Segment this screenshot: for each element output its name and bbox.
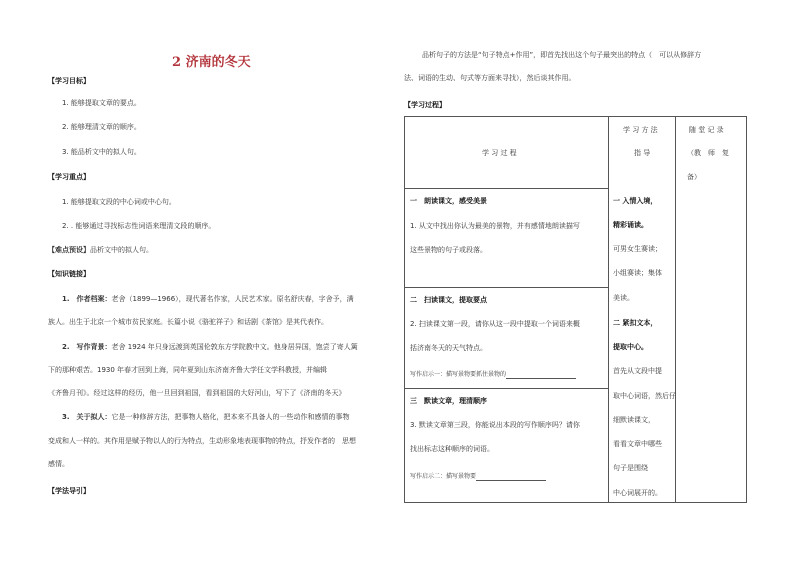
focus-item: 1. 能够提取文段的中心词或中心句。 bbox=[62, 198, 176, 206]
personify-label: 3. 关于拟人： bbox=[62, 413, 112, 421]
header-method-guide: 学 习 方 法 bbox=[623, 126, 658, 134]
guide-line: 中心词展开的。 bbox=[613, 489, 662, 497]
table-row-divider bbox=[404, 188, 608, 189]
guide-line: 首先从文段中提 bbox=[613, 367, 662, 375]
header-method-guide-2: 指 导 bbox=[634, 149, 651, 157]
header-learning-process: 学 习 过 程 bbox=[482, 149, 517, 157]
section-2-text-2: 括济南冬天的天气特点。 bbox=[410, 344, 487, 352]
page-title: 2 济南的冬天 bbox=[172, 55, 251, 70]
section-1-text: 1. 从文中找出你认为最美的景物，并有感情地朗读描写 bbox=[410, 222, 580, 230]
method-intro-line: 品析句子的方法是“句子特点+作用”，即首先找出这个句子最突出的特点（ 可以从修辞方 bbox=[422, 51, 702, 59]
section-3-text-2: 找出标志这种顺序的词语。 bbox=[410, 445, 494, 453]
guide-line: 句子是围绕 bbox=[613, 464, 648, 472]
background-label: 2. 写作背景： bbox=[62, 343, 112, 351]
guide-line: 美读。 bbox=[613, 294, 634, 302]
section-3-title: 三 默读文章，理清顺序 bbox=[410, 397, 487, 405]
writing-hint-2-text: 写作启示二：描写景物要 bbox=[410, 473, 477, 480]
guide-line: 二 紧扣文本， bbox=[613, 319, 658, 327]
objective-item: 3. 能品析文中的拟人句。 bbox=[62, 148, 141, 156]
difficulty-heading: 【难点预设】 bbox=[48, 246, 90, 254]
writing-hint-1 bbox=[410, 370, 576, 379]
method-intro-line: 法、词语的生动、句式等方面来寻找），然后谈其作用。 bbox=[404, 74, 576, 82]
section-3-text: 3. 默读文章第三段，你能说出本段的写作顺序吗？请你 bbox=[410, 421, 580, 429]
difficulty-text: 品析文中的拟人句。 bbox=[90, 246, 153, 254]
section-2-title: 二 扫读课文，提取要点 bbox=[410, 296, 487, 304]
background-text: 老舍 1924 年只身远渡到英国伦敦东方学院教中文。他身居异国，饱尝了寄人篱 bbox=[111, 343, 358, 351]
objectives-heading: 【学习目标】 bbox=[48, 77, 90, 85]
personify-line bbox=[62, 413, 350, 422]
guide-line: 提取中心。 bbox=[613, 343, 648, 351]
header-class-notes-2: （教 师 复 bbox=[687, 149, 729, 157]
personify-text-2: 变成和人一样的。其作用是赋予物以人的行为特点，生动形象地表现事物的特点，抒发作者的 思想 bbox=[48, 437, 356, 445]
guide-line: 可男女生赛读； bbox=[613, 245, 662, 253]
author-line bbox=[62, 295, 354, 304]
table-row-divider bbox=[404, 287, 608, 288]
author-label: 1. 作者档案： bbox=[62, 295, 112, 303]
guide-line: 小组赛读；集体 bbox=[613, 269, 662, 277]
author-text: 老舍（1899—1966），现代著名作家，人民艺术家。原名舒庆春，字舍予，满 bbox=[111, 295, 354, 303]
guide-line: 精彩诵读。 bbox=[613, 221, 648, 229]
method-heading: 【学法导引】 bbox=[48, 487, 90, 495]
background-text-2: 下的那种艰苦。1930 年春才回到上海，同年夏到山东济南齐鲁大学任文学科教授，并编辑 bbox=[48, 366, 328, 374]
objective-item: 2. 能够理清文章的顺序。 bbox=[62, 123, 141, 131]
writing-hint-2 bbox=[410, 472, 546, 481]
personify-text: 它是一种修辞方法，把事物人格化，把本来不具备人的一些动作和感情的事物 bbox=[111, 413, 350, 421]
table-column-divider bbox=[675, 116, 676, 503]
header-class-notes-3: 备） bbox=[687, 173, 701, 181]
table-row-divider bbox=[404, 388, 608, 389]
section-1-title: 一 朗读课文，感受美景 bbox=[410, 197, 487, 205]
focus-heading: 【学习重点】 bbox=[48, 173, 90, 181]
header-class-notes: 随 堂 记 录 bbox=[689, 126, 724, 134]
section-2-text: 2. 扫读课文第一段，请你从这一段中提取一个词语来概 bbox=[410, 320, 580, 328]
learning-process-table bbox=[404, 116, 747, 503]
process-heading: 【学习过程】 bbox=[404, 101, 446, 109]
guide-line: 细默读课文， bbox=[613, 416, 655, 424]
focus-item: 2. . 能够通过寻找标志性词语来理清文段的顺序。 bbox=[62, 222, 216, 230]
objective-item: 1. 能够提取文章的要点。 bbox=[62, 99, 141, 107]
background-line bbox=[62, 343, 358, 352]
guide-line: 取中心词语，然后仔 bbox=[613, 392, 676, 400]
table-column-divider bbox=[608, 116, 609, 503]
section-1-text-2: 这些景物的句子或段落。 bbox=[410, 246, 487, 254]
fill-blank[interactable] bbox=[506, 371, 576, 379]
difficulty-line bbox=[48, 246, 153, 255]
background-text-3: 《齐鲁月刊》。经过这样的经历，他一旦回到祖国，看到祖国的大好河山，写下了《济南的冬天》 bbox=[48, 389, 346, 397]
guide-line: 看看文章中哪些 bbox=[613, 440, 662, 448]
fill-blank[interactable] bbox=[476, 473, 546, 481]
guide-line: 一 入情入境， bbox=[613, 197, 658, 205]
knowledge-heading: 【知识链接】 bbox=[48, 270, 90, 278]
personify-text-3: 感情。 bbox=[48, 460, 69, 468]
author-text-2: 族人。出生于北京一个城市贫民家庭。长篇小说《骆驼祥子》和话剧《茶馆》是其代表作。 bbox=[48, 318, 328, 326]
writing-hint-1-text: 写作启示一：描写景物要抓住景物的 bbox=[410, 371, 507, 378]
